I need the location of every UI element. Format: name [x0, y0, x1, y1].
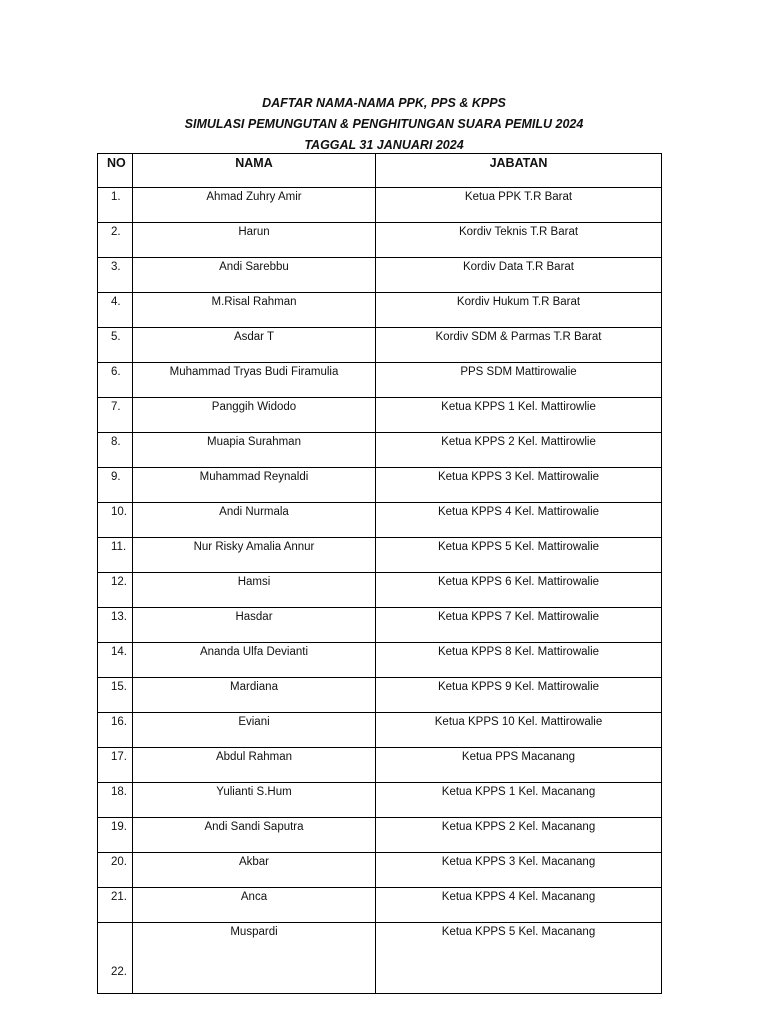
row-number: 8.: [98, 433, 133, 468]
row-name: Muhammad Reynaldi: [133, 468, 376, 503]
row-position: Kordiv SDM & Parmas T.R Barat: [376, 328, 662, 363]
table-row: [98, 643, 662, 678]
row-position: Ketua PPS Macanang: [376, 748, 662, 783]
row-position: Ketua KPPS 2 Kel. Macanang: [376, 818, 662, 853]
row-name: Eviani: [133, 713, 376, 748]
table-row: [98, 433, 662, 468]
row-number: 4.: [98, 293, 133, 328]
row-name: Andi Sandi Saputra: [133, 818, 376, 853]
row-name: M.Risal Rahman: [133, 293, 376, 328]
row-number: 7.: [98, 398, 133, 433]
row-number: 21.: [98, 888, 133, 923]
row-name: Akbar: [133, 853, 376, 888]
table-row: [98, 608, 662, 643]
table-row: [98, 713, 662, 748]
row-position: Kordiv Hukum T.R Barat: [376, 293, 662, 328]
row-name: Muapia Surahman: [133, 433, 376, 468]
row-name: Muspardi: [133, 923, 376, 994]
title-line-1: DAFTAR NAMA-NAMA PPK, PPS & KPPS: [262, 96, 506, 110]
table-row: [98, 293, 662, 328]
table-row: [98, 573, 662, 608]
row-number: 11.: [98, 538, 133, 573]
row-position: Ketua KPPS 5 Kel. Macanang: [376, 923, 662, 994]
personnel-table: [97, 153, 662, 994]
row-name: Andi Nurmala: [133, 503, 376, 538]
table-row: [98, 748, 662, 783]
row-number: 1.: [98, 188, 133, 223]
row-position: Ketua KPPS 3 Kel. Mattirowalie: [376, 468, 662, 503]
table-row: [98, 538, 662, 573]
row-name: Hasdar: [133, 608, 376, 643]
row-number: 17.: [98, 748, 133, 783]
row-position: Kordiv Teknis T.R Barat: [376, 223, 662, 258]
table-header: [98, 154, 662, 188]
row-name: Ahmad Zuhry Amir: [133, 188, 376, 223]
row-name: Mardiana: [133, 678, 376, 713]
row-number: 13.: [98, 608, 133, 643]
row-name: Ananda Ulfa Devianti: [133, 643, 376, 678]
row-name: Abdul Rahman: [133, 748, 376, 783]
table-row: [98, 223, 662, 258]
table-row: [98, 363, 662, 398]
row-number: 15.: [98, 678, 133, 713]
row-position: Ketua KPPS 10 Kel. Mattirowalie: [376, 713, 662, 748]
row-name: Anca: [133, 888, 376, 923]
row-position: Ketua KPPS 7 Kel. Mattirowalie: [376, 608, 662, 643]
title-line-2: SIMULASI PEMUNGUTAN & PENGHITUNGAN SUARA PEMILU 2024: [184, 117, 584, 131]
row-position: Ketua KPPS 5 Kel. Mattirowalie: [376, 538, 662, 573]
row-name: Asdar T: [133, 328, 376, 363]
row-number: 22.: [98, 923, 133, 994]
row-name: Panggih Widodo: [133, 398, 376, 433]
title-line-3: TAGGAL 31 JANUARI 2024: [304, 138, 464, 152]
row-position: Ketua KPPS 2 Kel. Mattirowlie: [376, 433, 662, 468]
table-row: [98, 818, 662, 853]
row-name: Muhammad Tryas Budi Firamulia: [133, 363, 376, 398]
row-position: Ketua KPPS 9 Kel. Mattirowalie: [376, 678, 662, 713]
row-position: PPS SDM Mattirowalie: [376, 363, 662, 398]
header-row: [98, 154, 662, 188]
row-position: Ketua PPK T.R Barat: [376, 188, 662, 223]
table-row: [98, 923, 662, 994]
row-position: Ketua KPPS 1 Kel. Mattirowlie: [376, 398, 662, 433]
row-name: Harun: [133, 223, 376, 258]
row-name: Yulianti S.Hum: [133, 783, 376, 818]
column-header-nama: NAMA: [133, 154, 376, 188]
table-row: [98, 398, 662, 433]
row-position: Ketua KPPS 4 Kel. Mattirowalie: [376, 503, 662, 538]
row-number: 14.: [98, 643, 133, 678]
row-number: 18.: [98, 783, 133, 818]
row-name: Andi Sarebbu: [133, 258, 376, 293]
table-row: [98, 503, 662, 538]
table-row: [98, 328, 662, 363]
table-row: [98, 678, 662, 713]
table-body: [98, 188, 662, 994]
row-name: Nur Risky Amalia Annur: [133, 538, 376, 573]
row-position: Ketua KPPS 4 Kel. Macanang: [376, 888, 662, 923]
row-number: 10.: [98, 503, 133, 538]
row-position: Ketua KPPS 3 Kel. Macanang: [376, 853, 662, 888]
row-number: 12.: [98, 573, 133, 608]
table-row: [98, 783, 662, 818]
row-number: 6.: [98, 363, 133, 398]
table-row: [98, 468, 662, 503]
row-number: 19.: [98, 818, 133, 853]
column-header-jabatan: JABATAN: [376, 154, 662, 188]
row-position: Ketua KPPS 1 Kel. Macanang: [376, 783, 662, 818]
row-number: 2.: [98, 223, 133, 258]
document-title: [0, 93, 768, 156]
table-row: [98, 853, 662, 888]
row-number: 20.: [98, 853, 133, 888]
column-header-no: NO: [98, 154, 133, 188]
row-position: Ketua KPPS 6 Kel. Mattirowalie: [376, 573, 662, 608]
row-number: 5.: [98, 328, 133, 363]
row-number: 9.: [98, 468, 133, 503]
table-row: [98, 188, 662, 223]
row-number: 16.: [98, 713, 133, 748]
row-number: 3.: [98, 258, 133, 293]
row-name: Hamsi: [133, 573, 376, 608]
table-row: [98, 888, 662, 923]
row-position: Kordiv Data T.R Barat: [376, 258, 662, 293]
table-row: [98, 258, 662, 293]
row-position: Ketua KPPS 8 Kel. Mattirowalie: [376, 643, 662, 678]
